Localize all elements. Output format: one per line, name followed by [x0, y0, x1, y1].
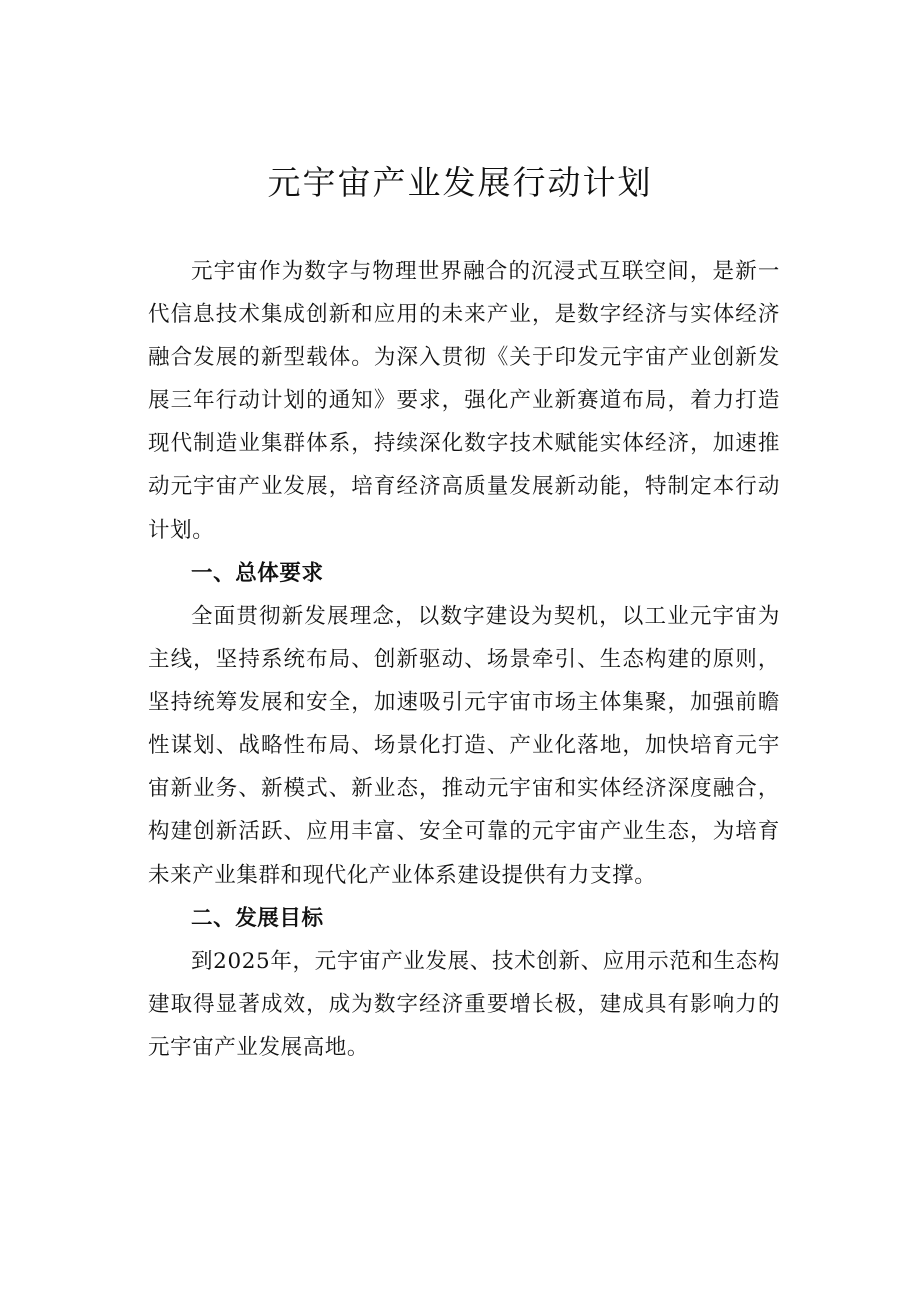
document-title: 元宇宙产业发展行动计划 — [267, 163, 653, 202]
section-heading-general-requirements: 一、总体要求 — [191, 561, 324, 586]
section-heading-development-goals: 二、发展目标 — [191, 906, 324, 931]
section-text-development-goals: 到2025年，元宇宙产业发展、技术创新、应用示范和生态构建取得显著成效，成为数字经济重要增长极，建成具有影响力的元宇宙产业发展高地。 — [148, 949, 780, 1061]
intro-paragraph: 元宇宙作为数字与物理世界融合的沉浸式互联空间，是新一代信息技术集成创新和应用的未来产业，是数字经济与实体经济融合发展的新型载体。为深入贯彻《关于印发元宇宙产业创新发展三年行动计划的通知》要求，强化产业新赛道布局，着力打造现代制造业集群体系，持续深化数字技术赋能实体经济，加速推动元宇宙产业发展，培育经济高质量发展新动能，特制定本行动计划。 — [148, 259, 780, 543]
section-text-general-requirements: 全面贯彻新发展理念，以数字建设为契机，以工业元宇宙为主线，坚持系统布局、创新驱动、场景牵引、生态构建的原则，坚持统筹发展和安全，加速吸引元宇宙市场主体集聚，加强前瞻性谋划、战略性布局、场景化打造、产业化落地，加快培育元宇宙新业务、新模式、新业态，推动元宇宙和实体经济深度融合，构建创新活跃、应用丰富、安全可靠的元宇宙产业生态，为培育未来产业集群和现代化产业体系建设提供有力支撑。 — [148, 604, 780, 888]
